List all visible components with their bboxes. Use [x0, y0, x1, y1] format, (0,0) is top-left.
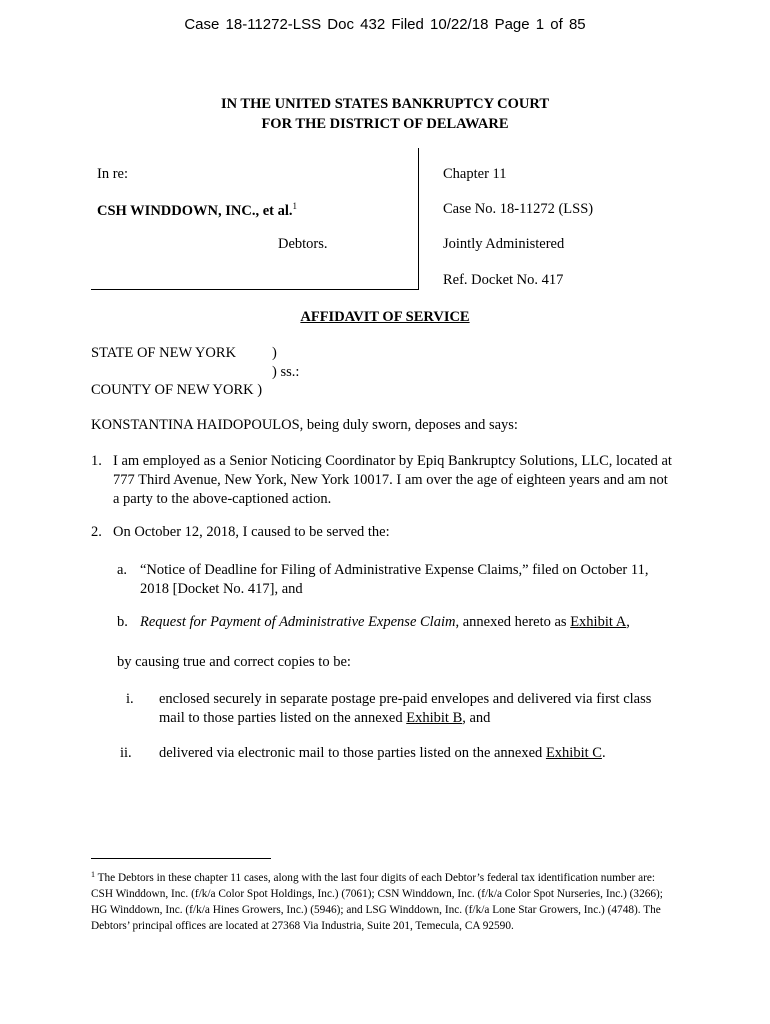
subitem-i-body: enclosed securely in separate postage pre-paid envelopes and delivered via first class mail to those parties listed on the annexed	[159, 691, 652, 726]
subitem-i-text	[159, 690, 679, 728]
deponent-statement: KONSTANTINA HAIDOPOULOS, being duly sworn, deposes and says:	[91, 417, 518, 433]
footnote-marker: 1	[91, 870, 95, 879]
venue-state: STATE OF NEW YORK	[91, 345, 237, 361]
reference-docket: Ref. Docket No. 417	[443, 272, 564, 288]
exhibit-a-link: Exhibit A	[570, 614, 627, 630]
subitem-ii-number: ii.	[120, 745, 132, 761]
causing-statement: by causing true and correct copies to be:	[117, 654, 351, 670]
debtor-name-text: CSH WINDDOWN, INC., et al.	[97, 203, 293, 219]
case-number: Case No. 18-11272 (LSS)	[443, 201, 594, 217]
exhibit-c-link: Exhibit C	[545, 745, 602, 761]
caption-horizontal-divider	[91, 289, 419, 290]
subitem-b-mid: , annexed hereto as	[455, 614, 571, 630]
debtor-name	[97, 201, 297, 220]
paragraph-1-text: I am employed as a Senior Noticing Coordinator by Epiq Bankruptcy Solutions, LLC, located at 777 Third Avenue, New York, New York 10017. I am over the age of eighteen years and am not a party to the above-captioned action.	[113, 453, 672, 507]
affidavit-title: AFFIDAVIT OF SERVICE	[300, 309, 470, 325]
jointly-administered-label: Jointly Administered	[443, 236, 565, 252]
subitem-b-end: ,	[626, 614, 630, 630]
exhibit-b-link: Exhibit B	[406, 710, 463, 726]
in-re-label: In re:	[97, 166, 128, 182]
subitem-ii-text	[159, 744, 606, 763]
court-title-line-1: IN THE UNITED STATES BANKRUPTCY COURT	[220, 96, 550, 112]
paragraph-2-number: 2.	[91, 524, 102, 540]
subitem-ii-end: .	[601, 745, 606, 761]
court-title-line-2: FOR THE DISTRICT OF DELAWARE	[261, 116, 509, 132]
venue-ss: ) ss.:	[272, 364, 300, 380]
subitem-a-number: a.	[117, 562, 128, 578]
paragraph-1-number: 1.	[91, 453, 102, 469]
footnote-ref-marker: 1	[292, 201, 297, 211]
subitem-ii-body: delivered via electronic mail to those parties listed on the annexed	[159, 745, 546, 761]
footnote	[91, 867, 677, 934]
chapter-label: Chapter 11	[443, 166, 507, 182]
caption-vertical-divider	[418, 148, 419, 290]
footnote-separator	[91, 858, 271, 859]
footnote-text: The Debtors in these chapter 11 cases, along with the last four digits of each Debtor’s federal tax identification number are: CSH Winddown, Inc. (f/k/a Color Spot Holdings, Inc.) (7061); CSN Winddown, Inc. (f/k/a Color Spot Nurseries, Inc.) (3266); HG Winddown, Inc. (f/k/a Hines Growers, Inc.) (5946); and LSG Winddown, Inc. (f/k/a Lone Star Growers, Inc.) (4748). The Debtors’ principal offices are located at 27368 Via Industria, Suite 201, Temecula, CA 92590.	[91, 872, 663, 932]
subitem-i-end: , and	[462, 710, 491, 726]
venue-county: COUNTY OF NEW YORK )	[91, 382, 263, 398]
court-title	[0, 94, 770, 134]
subitem-i-number: i.	[126, 691, 134, 707]
venue-paren: )	[272, 345, 277, 361]
filing-header-stamp: Case 18-11272-LSS Doc 432 Filed 10/22/18 Page 1 of 85	[184, 16, 586, 33]
subitem-b-title: Request for Payment of Administrative Expense Claim	[140, 614, 456, 630]
subitem-b-text	[140, 613, 630, 632]
subitem-a-text: “Notice of Deadline for Filing of Administrative Expense Claims,” filed on October 11, 2018 [Docket No. 417], and	[140, 562, 649, 597]
paragraph-2-text: On October 12, 2018, I caused to be served the:	[113, 524, 390, 540]
debtors-label: Debtors.	[278, 236, 328, 252]
subitem-b-number: b.	[117, 614, 128, 630]
